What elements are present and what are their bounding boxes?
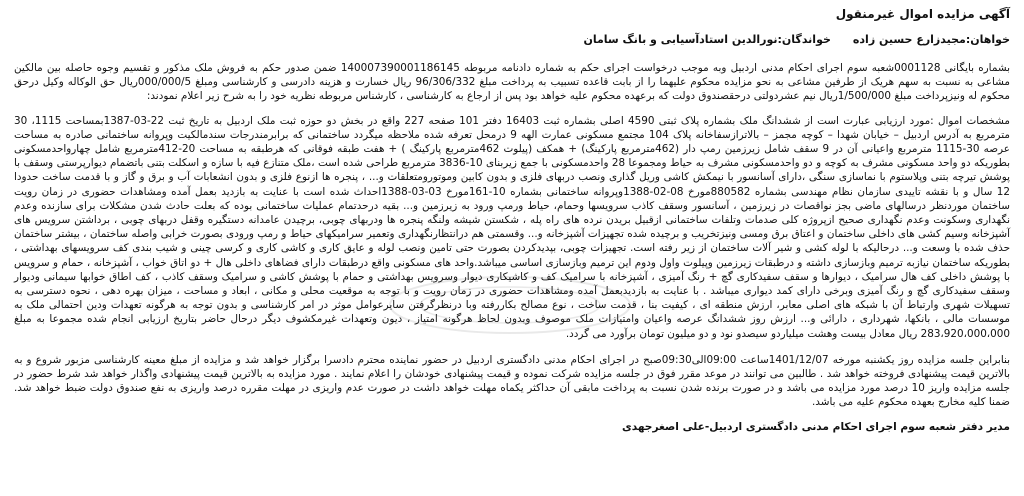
property-specification-paragraph: مشخصات اموال :مورد ارزیابی عبارت است از ششدانگ ملک بشماره پلاک ثبتی 4590 اصلی بشماره ثبت 16403 دفتر 101 صفحه 227 واقع در بخش دو حوزه ثبت ملک اردبیل به تاریخ ثبت 22-03-1387بمساحت 1115، 30 مترمربع به آدرس اردبیل – خیابان شهدا – کوچه مجمز – بالاترازسفاخانه پلاک 104 مجتمع مسکونی عمارت الهه 9 درمحل تعرفه شده ملاحظه میگردد ساختمانی که برابرمندرجات سندمالکیت وپروانه ساختمانی صادره به مساحت عرصه 30-1115 مترمربع واعیانی آن در 9 سقف شامل زیرزمین رمپ دار (462مترمربع پارکینگ) + همکف (پیلوت 462مترمربع پارکینگ ) + هفت طبقه فوقانی که هرطبقه به مساحت 20-412مترمربع شامل چهارواحدمسکونی بطوریکه دو واحد مسکونی مشرف به کوچه و دو واحدمسکونی مشرف به حیاط ومجموعا 28 واحدمسکونی با جمع زیربنای 10-3836 مترمربع طراحی شده است ،ملک متنازع فیه با سازه و اسکلت بتنی باتضمام دیوارپرستی وسقف با پوشش تیرچه بتنی وپلاستوم با نماسازی سنگی ،دارای آسانسور با نیمکش کاشی وریل گذاری ونصب دربهای فلزی و بدون کابین وموتورومتعلقات و... ، پنجره ها ازنوع فلزی و بدون انشعابات آب و برق و گاز و با قدمت ساخت حدودا 12 سال و با نقشه تاییدی سازمان نظام مهندسی بشماره 880582مورخ 08-02-1388وپروانه ساختمانی بشماره 10-161مورخ 03-03-1388احداث شده است با عنایت به بازدید بعمل آمده ومشاهدات حضوری در زمان رویت ساختمان موردنظر درسالهای ماضی بجز نواقصات در زیرزمین ، آسانسور وسقف کاذب سرویسها وحمام، حیاط ورمپ ورود به زیرزمین و... بقیه درحدتمام عملیات ساختمانی بوده که بعلت حادث شدن مشکلات برای سازنده وعدم نگهداری وسکونت وعدم نگهداری صحیح ازپروژه کلی صدمات وتلفات ساختمانی ازقبیل بریدن نرده های راه پله ، شکستن شیشه ولنگه پنجره ها ودربهای چوبی، برچیدن عامدانه دستگیره وقفل دربهای چوبی ، برداشتن سرویس های آشپزخانه وسیم کشی های داخلی ساختمان و اعتاق برق ومسی ونیزتخریب و برچیده شده تجهیزات آشپزخانه و... وقسمتی هم درانتظارنگهداری وتعمیر سرامیکهای حیاط و رمپ ورودی بصورت خرابی واصله ساختمان ، بیشتر ساختمان حذف شده با وسعت و... درحالیکه با لوله کشی و شیر آلات ساختمان از زیر رفته است. تجهیزات چوبی، بپدیدکردن بصورت حتی تامین ونصب لوله و عایق کاری و کاشی کاری و کرسی چینی و شیب بندی کف سرویسهای بهداشتی ، بطوریکه ساختمان نیازبه ترمیم وبازسازی داشته و درطبقات زیرزمین وپیلوت واول ودوم این ترمیم وبازسازی اساسی میباشد.واحد های مسکونی واقع درطبقات دارای فضاهای داخلی هال + دو اتاق خواب ، آشپزخانه ، حمام و سرویس با پوشش داخلی کف هال سرامیک ، دیوارها و سقف سفیدکاری گچ + رنگ آمیزی ، آشپزخانه با سرامیک کف و کاشیکاری دیوار وسرویس بهداشتی و حمام با پوشش کاشی و سرامیک وسقف کاذب ، کف اطاق خوابها سیمانی ودیوار وسقف سفیدکاری گچ و رنگ آمیزی وبرخی دارای کمد دیواری میباشد . با عنایت به بازدیدبعمل آمده ومشاهدات حضوری در زمان رویت و با توجه به موقعیت محلی و مکانی ، ابعاد و مساحت ، میزان بهره دهی ، نحوه دسترسی به تسهیلات شهری وارتباط آن با شبکه های اصلی معابر، ارزش منطقه ای ، کیفیت بنا ، قدمت ساخت ، نوع مصالح بکاررفته وبا درنظرگرفتن سایرعوامل موثر در امر کارشناسی و بدون توجه به هرگونه تعهدات ودین احتمالی ملک به موسسات مالی ، بانکها، شهرداری ، دارائی و... ارزش روز ششدانگ عرصه واعیان وامتیازات ملک موصوف وبدون لحاظ هرگونه امتیاز ، دیون وتعهدات غیرمکشوف دیگر درحال حاضر بتاریخ ارزیابی انجام شده مجموعا به مبلغ 283،920،000،000 ریال معادل بیست وهشت میلیاردو سیصدو نود و دو میلیون تومان برآورد می گردد. <box>14 114 1010 340</box>
parties-line <box>14 32 1010 47</box>
plaintiffs-names: مجیدزارع حسین زاده <box>852 33 966 46</box>
auction-conditions-paragraph: بنابراین جلسه مزایده روز یکشنبه مورخه 1401/12/07ساعت 09:00الی09:30صبح در اجرای احکام مدنی دادگستری اردبیل در حضور نماینده محترم دادسرا برگزار خواهد شد و مزایده از مبلغ معینه کارشناسی مزبور شروع و به بالاترین قیمت پیشنهادی فروخته خواهد شد . طالبین می توانند در موعد مقرر فوق در جلسه مزایده شرکت نموده و قیمت پیشنهادی خودشان را اعلام نمایند . مورد مزایده به بالاترین قیمت پیشنهادی واگذار خواهد شد شرط حضور در جلسه مزایده واریز 10 درصد مورد مزایده می باشد و در صورت برنده شدن نسبت به پرداخت مابقی آن حداکثر یکماه مهلت خواهد داشت در صورت عدم واریزی در مهلت مقرره درصد واریزی به نفع صندوق دولت ضبط خواهد شد. ضمنا کلیه مخارج بعهده محکوم علیه می باشد. <box>14 353 1011 409</box>
case-description-paragraph: بشماره بایگانی 0001128شعبه سوم اجرای احکام مدنی اردبیل وبه موجب درخواست اجرای حکم به شماره دادنامه مربوطه 140007390001186145 ضمن صدور حکم به فروش ملک مذکور و تقسیم وجوه حاصله بین مالکین مشاعی به نسبت به سهم هریک از طرفین مشاعی به نحو مزایده محکوم علیهما را از بابت قاعده تسبیب به پرداخت مبلغ 96/306/332 ریال خسارت و هزینه دادرسی و کارشناسی ومبلغ 000/000/5ریال حق الوکاله وکیل درحق محکوم له ونیزپرداخت مبلغ 1/500/000ریال نیم عشردولتی درحقصندوق دولت که برعهده محکوم علیه خواهد بود پس از ارجاع به کارشناسی ، کارشناس مربوطه نظریه خود را به شرح زیر اعلام نمودند: <box>14 62 1011 103</box>
defendants-names: نورالدین استادآسیابی و بانگ سامان <box>583 33 778 46</box>
plaintiffs-label: خواهان: <box>965 33 1010 46</box>
signature-line: مدیر دفتر شعبه سوم اجرای احکام مدنی دادگستری اردبیل-علی اصغرجهدی <box>621 420 1010 433</box>
defendants-label: خواندگان: <box>777 33 831 46</box>
notice-title: آگهی مزایده اموال غیرمنقول <box>835 7 1010 21</box>
